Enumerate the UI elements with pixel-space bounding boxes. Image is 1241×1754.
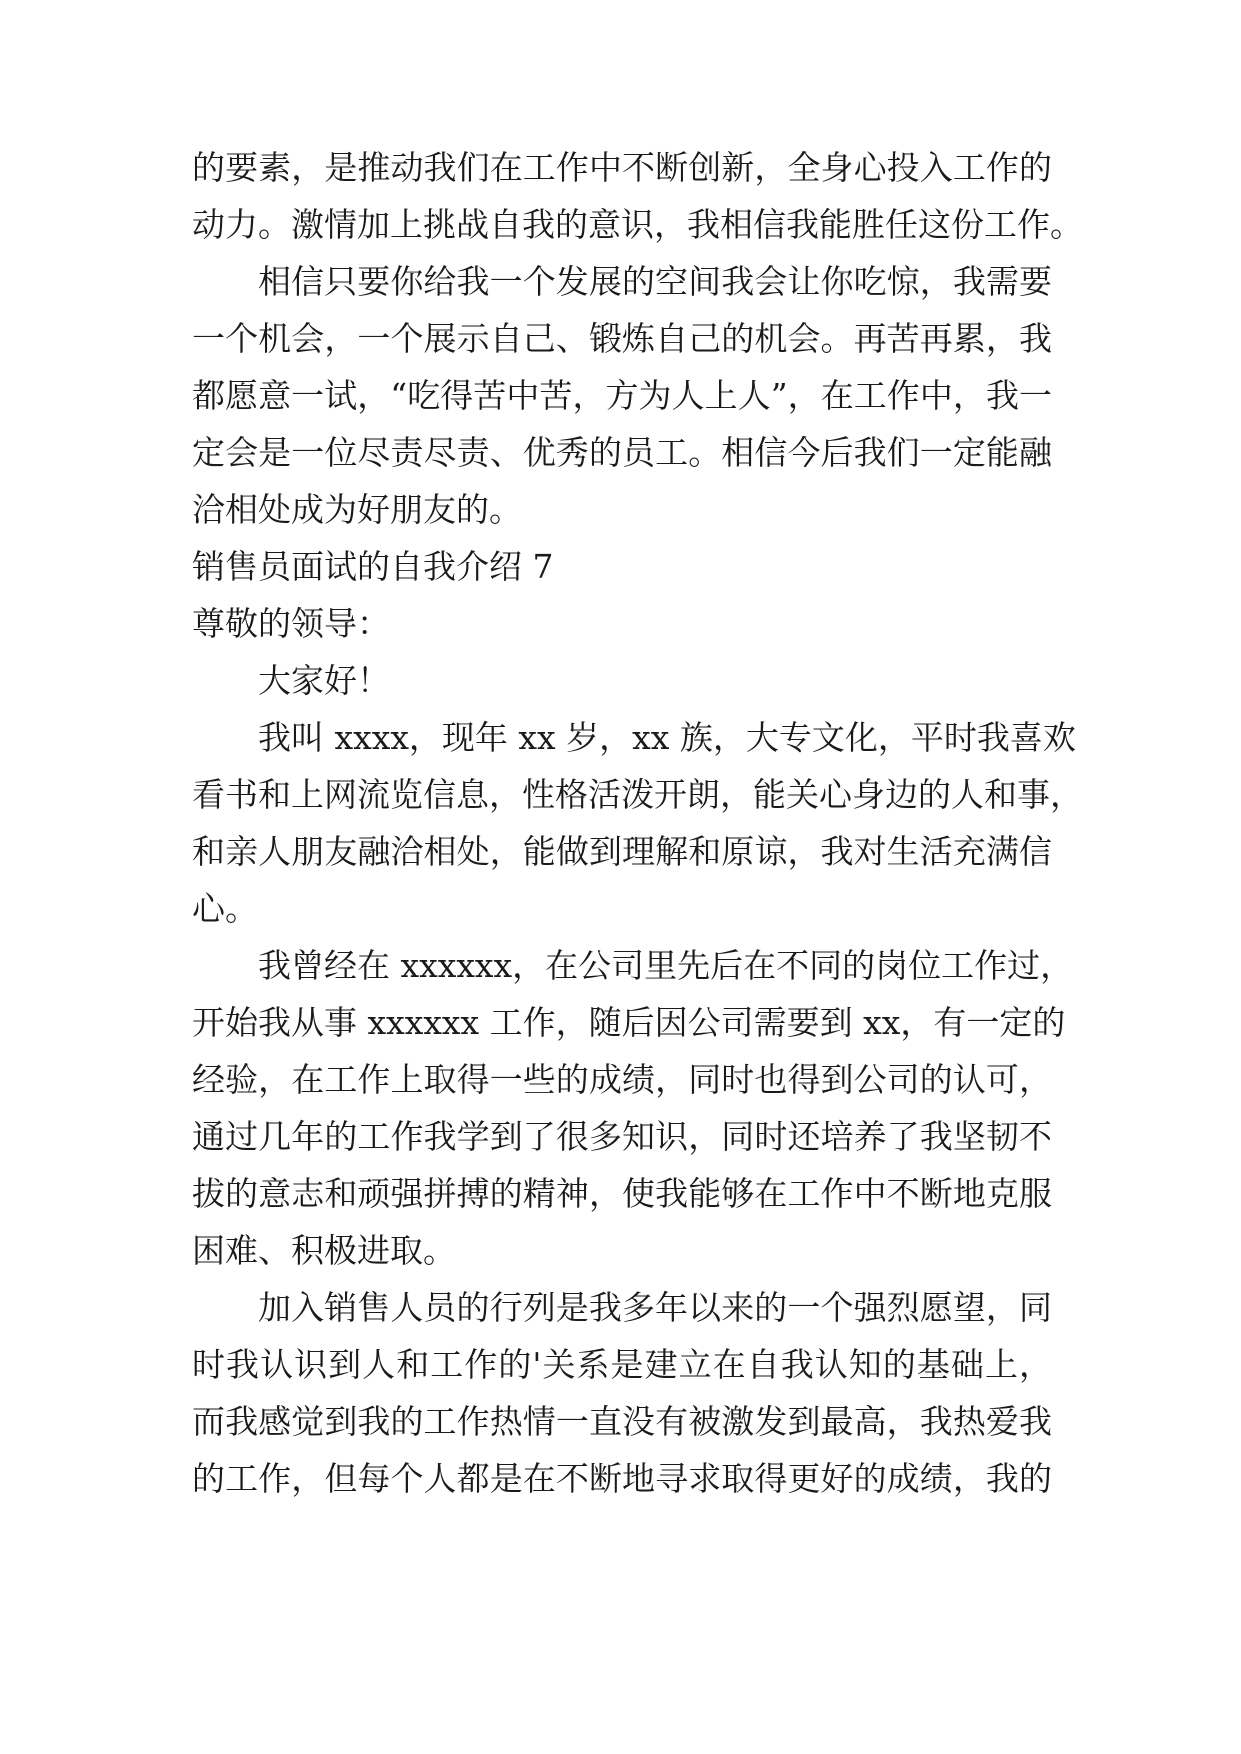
text-line: 拔的意志和顽强拼搏的精神，使我能够在工作中不断地克服 <box>192 1174 1052 1213</box>
text-line: 动力。激情加上挑战自我的意识，我相信我能胜任这份工作。 <box>192 205 1083 244</box>
text-line: 开始我从事 xxxxxx 工作，随后因公司需要到 xx，有一定的 <box>192 1003 1066 1042</box>
text-line: 困难、积极进取。 <box>192 1231 456 1270</box>
text-line: 心。 <box>192 889 258 928</box>
text-line: 经验，在工作上取得一些的成绩，同时也得到公司的认可， <box>192 1060 1052 1099</box>
section-heading: 销售员面试的自我介绍 7 <box>192 547 554 586</box>
text-line: 时我认识到人和工作的'关系是建立在自我认知的基础上， <box>192 1345 1052 1384</box>
text-line: 和亲人朋友融洽相处，能做到理解和原谅，我对生活充满信 <box>192 832 1052 871</box>
text-line: 都愿意一试，“吃得苦中苦，方为人上人”，在工作中，我一 <box>192 376 1052 415</box>
text-line: 看书和上网流览信息，性格活泼开朗，能关心身边的人和事， <box>192 775 1083 814</box>
text-line: 而我感觉到我的工作热情一直没有被激发到最高，我热爱我 <box>192 1402 1052 1441</box>
text-line: 洽相处成为好朋友的。 <box>192 490 522 529</box>
text-line: 的要素，是推动我们在工作中不断创新，全身心投入工作的 <box>192 148 1052 187</box>
text-line: 一个机会，一个展示自己、锻炼自己的机会。再苦再累，我 <box>192 319 1052 358</box>
text-line: 定会是一位尽责尽责、优秀的员工。相信今后我们一定能融 <box>192 433 1052 472</box>
text-line: 相信只要你给我一个发展的空间我会让你吃惊，我需要 <box>258 262 1052 301</box>
salutation: 尊敬的领导： <box>192 604 390 643</box>
text-line: 我曾经在 xxxxxx，在公司里先后在不同的岗位工作过， <box>258 946 1074 985</box>
greeting: 大家好！ <box>258 661 390 700</box>
text-line: 的工作，但每个人都是在不断地寻求取得更好的成绩，我的 <box>192 1459 1052 1498</box>
text-line: 我叫 xxxx，现年 xx 岁，xx 族，大专文化，平时我喜欢 <box>258 718 1076 757</box>
text-line: 通过几年的工作我学到了很多知识，同时还培养了我坚韧不 <box>192 1117 1052 1156</box>
text-line: 加入销售人员的行列是我多年以来的一个强烈愿望，同 <box>258 1288 1052 1327</box>
